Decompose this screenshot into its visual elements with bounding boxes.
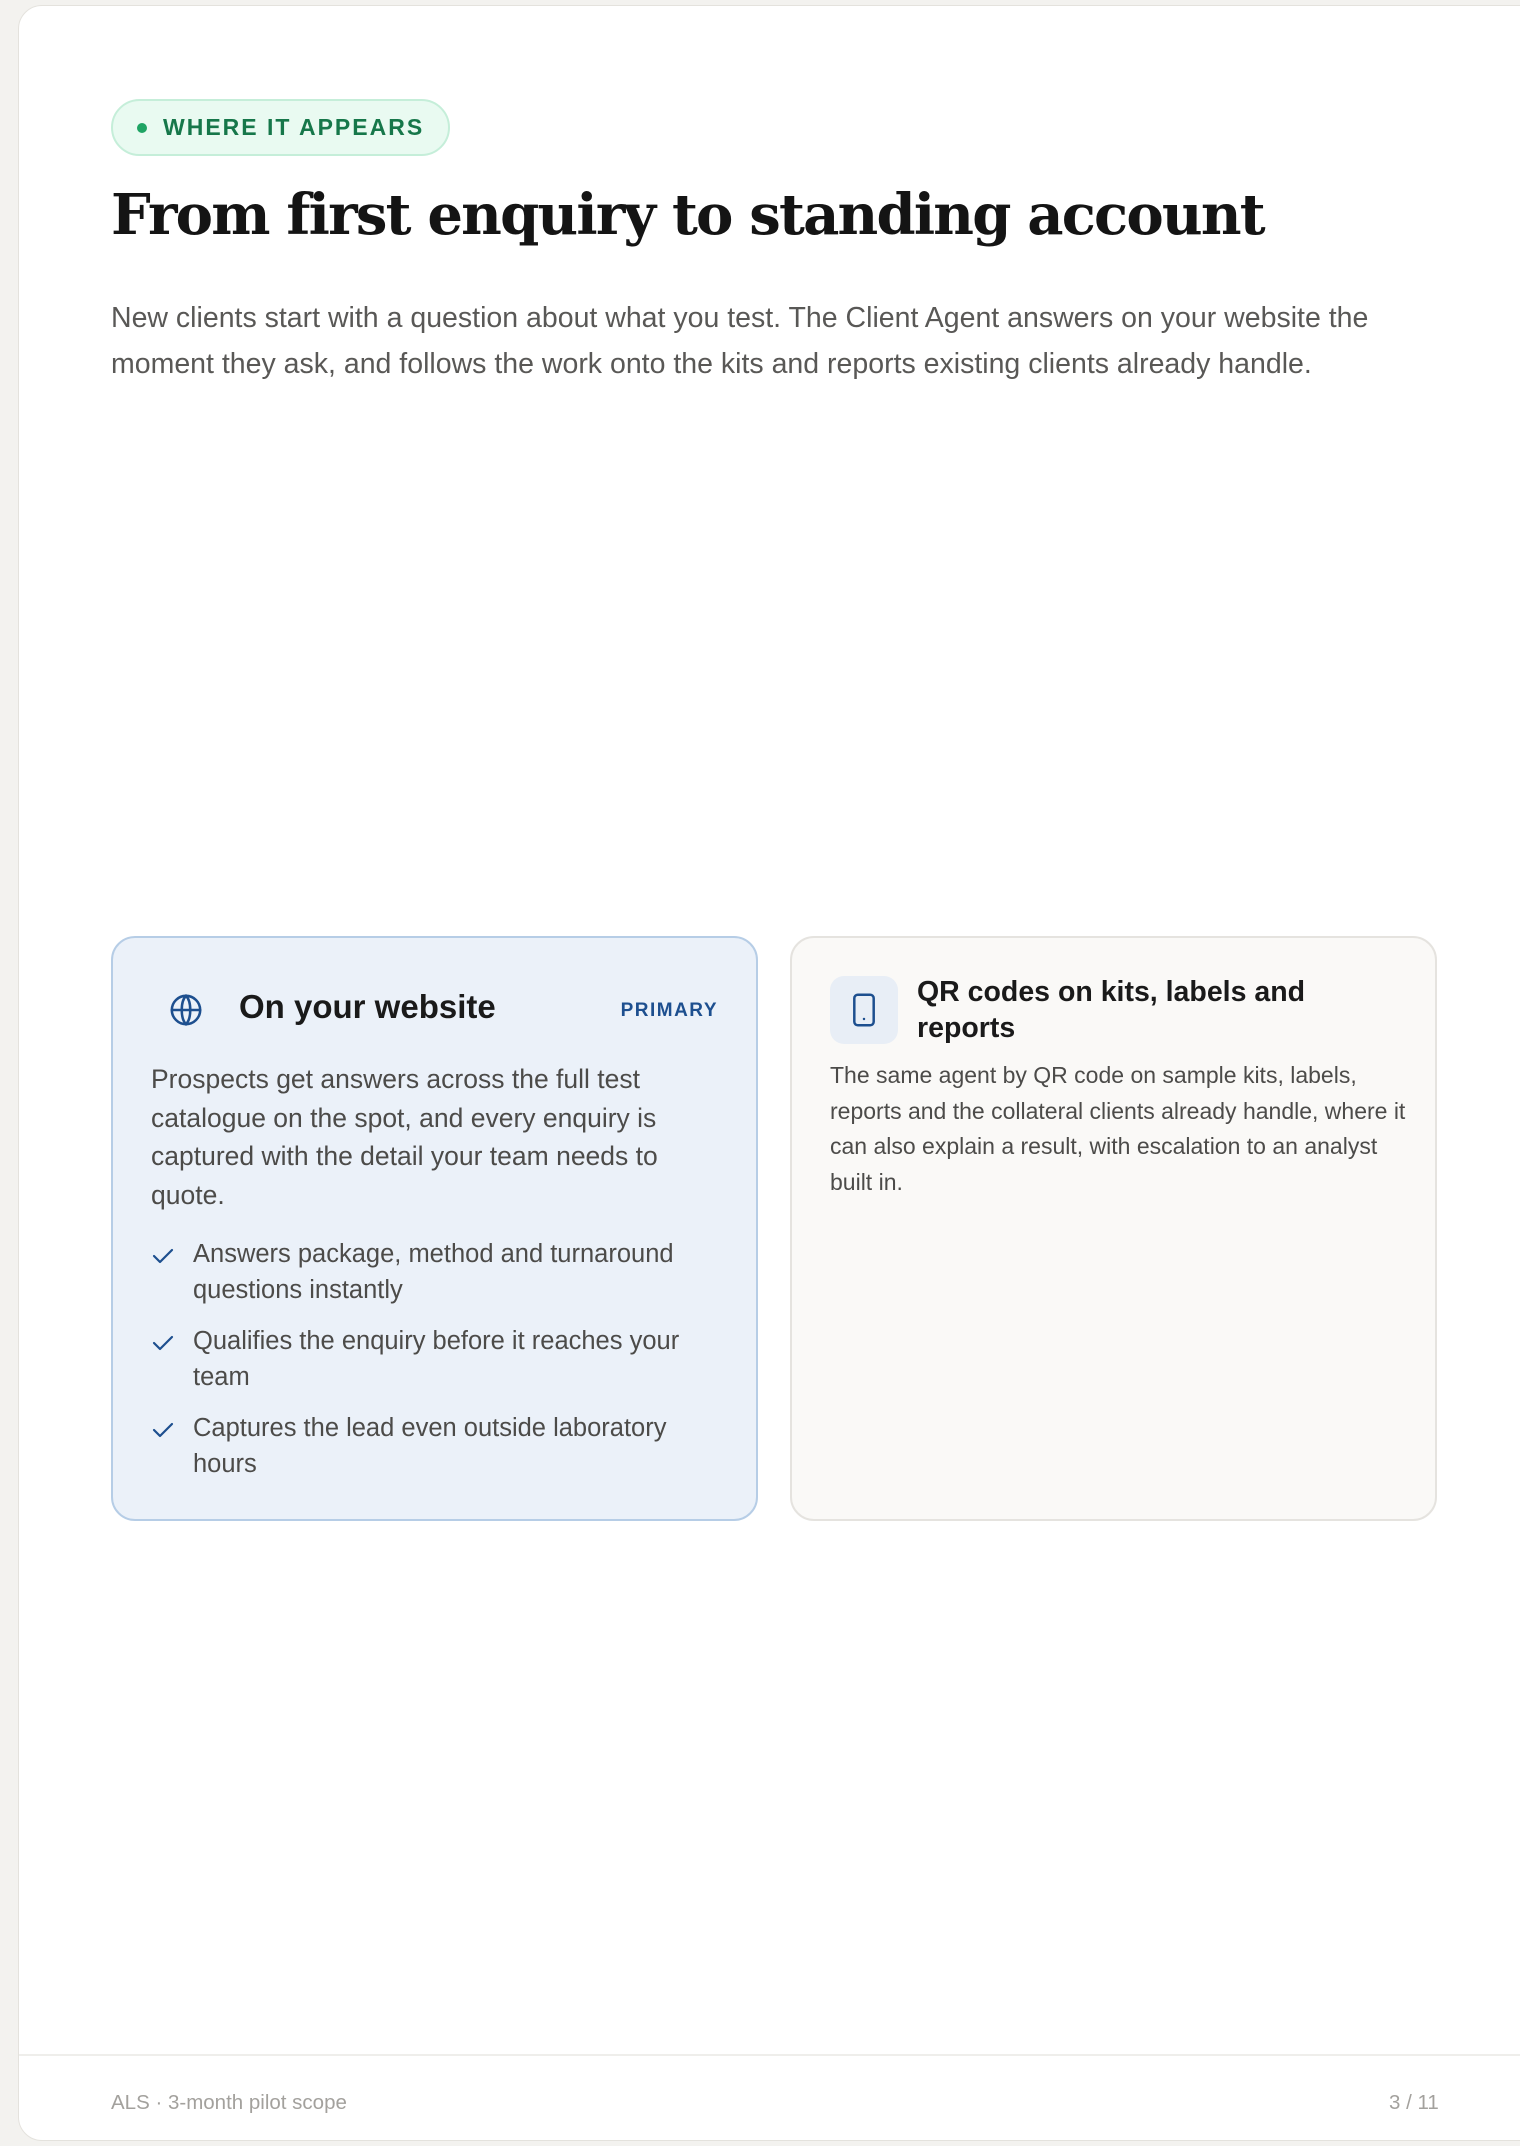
checklist-item-text: Qualifies the enquiry before it reaches your team xyxy=(193,1327,680,1391)
checklist-item-text: Answers package, method and turnaround questions instantly xyxy=(193,1240,674,1304)
primary-badge: PRIMARY xyxy=(620,1000,718,1021)
page-title: From first enquiry to standing account xyxy=(111,182,1264,248)
phone-icon xyxy=(851,992,877,1028)
intro-paragraph: New clients start with a question about what you test. The Client Agent answers on your website the moment they ask, and follows the work onto the kits and reports existing clients already handle. xyxy=(111,302,1369,380)
check-icon xyxy=(151,1420,175,1440)
footer-page-number: 3 / 11 xyxy=(1389,2091,1439,2114)
card-qr-codes xyxy=(790,936,1437,1521)
card-website-checklist xyxy=(151,1236,731,1497)
footer-doc-label: ALS · 3-month pilot scope xyxy=(111,2091,347,2114)
globe-icon xyxy=(169,993,203,1027)
eyebrow-dot-icon xyxy=(137,123,147,133)
card-website-description: Prospects get answers across the full test catalogue on the spot, and every enquiry is captured with the detail your team needs to quote. xyxy=(151,1064,658,1210)
check-icon xyxy=(151,1333,175,1353)
checklist-item xyxy=(151,1410,731,1482)
checklist-item-text: Captures the lead even outside laboratory hours xyxy=(193,1414,667,1478)
eyebrow-pill xyxy=(111,99,450,156)
card-website-title: On your website xyxy=(239,988,496,1025)
page xyxy=(18,5,1520,2141)
checklist-item xyxy=(151,1236,731,1308)
card-qr-description: The same agent by QR code on sample kits, labels, reports and the collateral clients already handle, where it can also explain a result, with escalation to an analyst built in. xyxy=(830,1062,1406,1195)
check-icon xyxy=(151,1246,175,1266)
eyebrow-label: WHERE IT APPEARS xyxy=(163,114,425,140)
phone-icon-box xyxy=(830,976,898,1044)
checklist-item xyxy=(151,1323,731,1395)
footer-divider xyxy=(19,2054,1520,2056)
card-website xyxy=(111,936,758,1521)
card-qr-title: QR codes on kits, labels and reports xyxy=(917,976,1306,1044)
